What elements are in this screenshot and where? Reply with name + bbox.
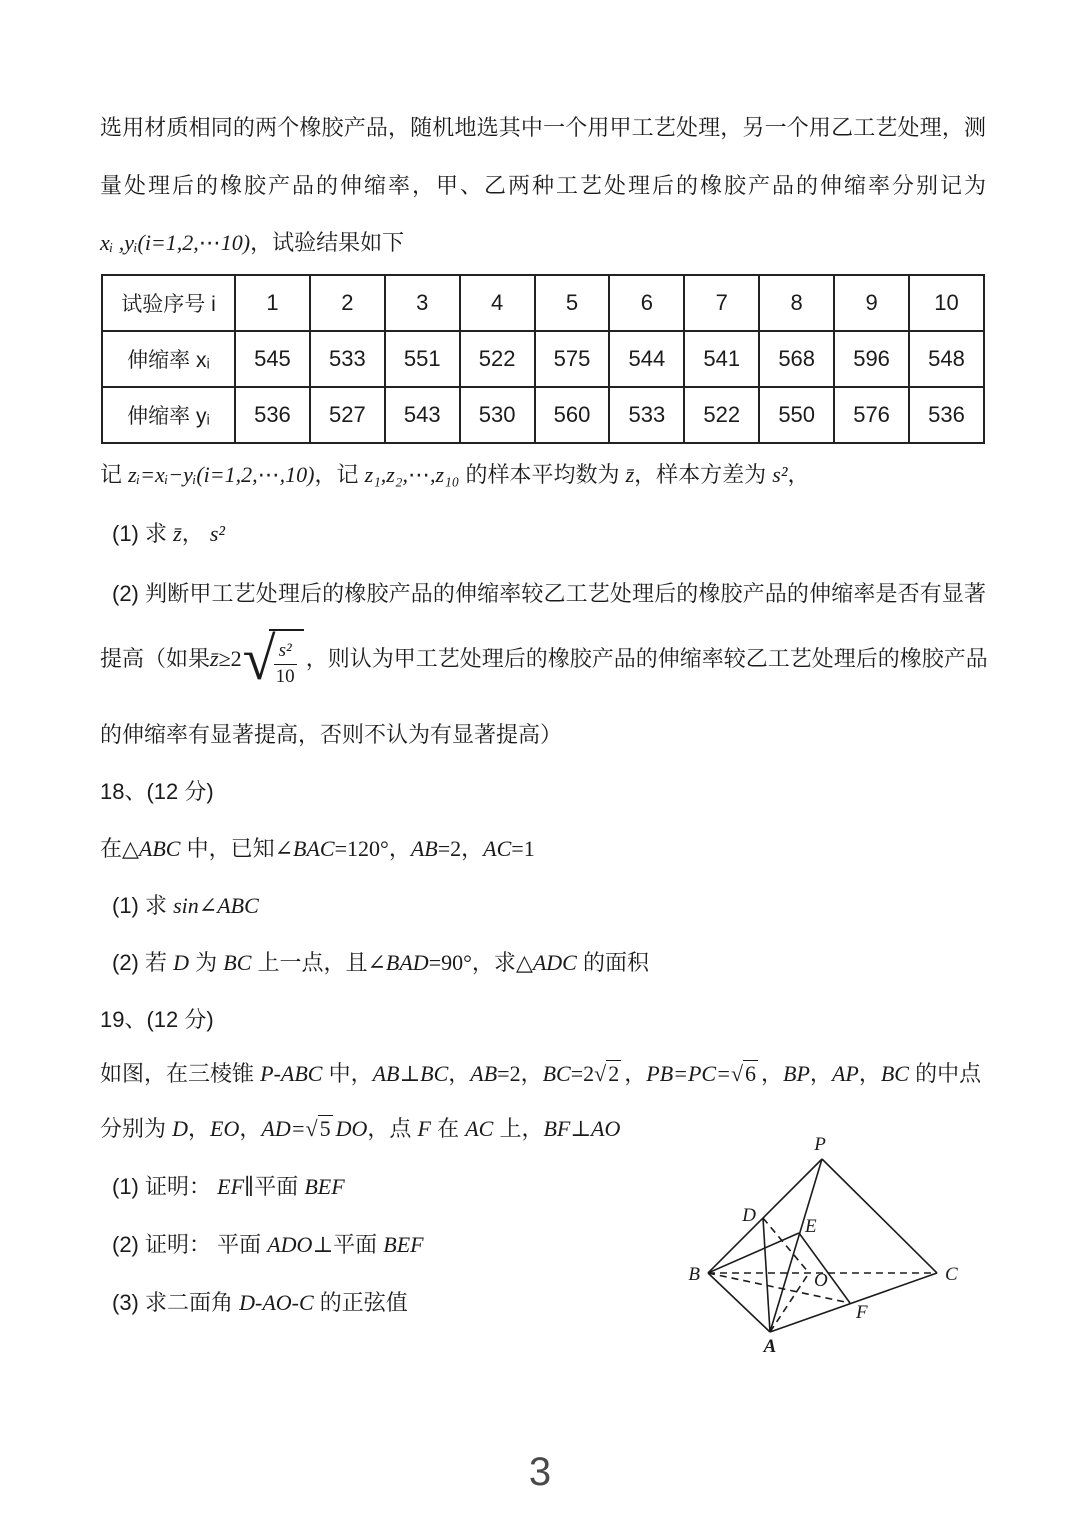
table-cell: 545 <box>235 331 310 387</box>
page-number: 3 <box>528 1450 552 1494</box>
q18-given-line: 在△ABC 中，已知∠BAC=120°，AB=2，AC=1 <box>100 836 535 861</box>
experiment-table <box>101 274 985 444</box>
table-cell: 8 <box>759 275 834 331</box>
radical-expression: √ 6 <box>731 1061 758 1086</box>
table-cell: 533 <box>310 331 385 387</box>
radical-sign-icon <box>731 1061 743 1086</box>
table-cell: 527 <box>310 387 385 443</box>
table-cell: 9 <box>834 275 909 331</box>
table-cell: 541 <box>684 331 759 387</box>
table-cell: 伸缩率 yᵢ <box>102 387 235 443</box>
formula-prefix: 提高（如果 <box>100 646 211 671</box>
edge-PC <box>822 1159 937 1273</box>
table-row <box>102 331 984 387</box>
table-cell: 576 <box>834 387 909 443</box>
table-cell: 522 <box>684 387 759 443</box>
table-cell: 560 <box>535 387 610 443</box>
radical-sign-icon <box>594 1061 606 1086</box>
table-cell: 533 <box>609 387 684 443</box>
q17-part2-line-1: (2) 判断甲工艺处理后的橡胶产品的伸缩率较乙工艺处理后的橡胶产品的伸缩率是否有显著 <box>112 581 986 606</box>
table-cell: 10 <box>909 275 984 331</box>
vertex-label-C: C <box>945 1264 958 1285</box>
table-cell: 530 <box>460 387 535 443</box>
radical-expression: √ 5 <box>306 1116 333 1141</box>
table-cell: 543 <box>385 387 460 443</box>
vertex-label-A: A <box>763 1336 777 1357</box>
vertex-label-O: O <box>814 1270 828 1291</box>
tetrahedron-figure <box>658 1128 980 1368</box>
vertex-label-F: F <box>856 1302 868 1323</box>
table-cell: 568 <box>759 331 834 387</box>
formula-suffix: ，则认为甲工艺处理后的橡胶产品的伸缩率较乙工艺处理后的橡胶产品 <box>305 646 988 671</box>
q19-part3-line: (3) 求二面角 D-AO-C 的正弦值 <box>112 1290 408 1315</box>
table-cell: 536 <box>235 387 310 443</box>
q17-paragraph-line-3: xᵢ ,yᵢ(i=1,2,⋯10)，试验结果如下 <box>100 230 405 255</box>
table-cell: 3 <box>385 275 460 331</box>
q17-paragraph-line-2: 量处理后的橡胶产品的伸缩率，甲、乙两种工艺处理后的橡胶产品的伸缩率分别记为 <box>100 173 986 198</box>
q18-part2-line: (2) 若 D 为 BC 上一点，且∠BAD=90°，求△ADC 的面积 <box>112 950 649 975</box>
q17-z-definition-line: 记 zᵢ=xᵢ−yᵢ(i=1,2,⋯,10)，记 z₁,z₂,⋯,z₁₀ 的样本平均数为 z̄，样本方差为 s²， <box>100 462 810 487</box>
radical-expression: √ 2 <box>594 1061 621 1086</box>
q19-title: 19、(12 分) <box>100 1007 214 1032</box>
table-cell: 551 <box>385 331 460 387</box>
table-cell: 544 <box>609 331 684 387</box>
q19-given-line-2: 分别为 D，EO，AD= √ 5 DO，点 F 在 AC 上，BF⊥AO <box>100 1113 986 1147</box>
table-cell: 7 <box>684 275 759 331</box>
table-cell: 596 <box>834 331 909 387</box>
vertex-label-P: P <box>814 1134 826 1155</box>
vertex-label-D: D <box>742 1205 756 1226</box>
table-cell: 2 <box>310 275 385 331</box>
fraction <box>274 640 297 689</box>
q17-part1-line: (1) 求 z̄， s² <box>112 521 225 546</box>
radical-expression <box>243 629 304 689</box>
table-cell: 1 <box>235 275 310 331</box>
edge-BE <box>708 1233 799 1273</box>
table-cell: 6 <box>609 275 684 331</box>
edge-BF <box>708 1273 850 1303</box>
q17-formula-line <box>100 627 986 691</box>
z-bar-symbol: z̄ <box>210 646 219 671</box>
edge-DA <box>763 1218 770 1332</box>
table-cell: 4 <box>460 275 535 331</box>
edge-AO <box>770 1273 809 1332</box>
table-cell: 5 <box>535 275 610 331</box>
fraction-denominator: 10 <box>275 666 295 687</box>
q19-part1-line: (1) 证明： EF∥平面 BEF <box>112 1174 345 1199</box>
table-cell: 548 <box>909 331 984 387</box>
edge-EF <box>799 1233 850 1303</box>
edge-BA <box>708 1273 770 1332</box>
table-row <box>102 387 984 443</box>
table-cell: 522 <box>460 331 535 387</box>
q18-title: 18、(12 分) <box>100 779 214 804</box>
q19-part2-line: (2) 证明： 平面 ADO⊥平面 BEF <box>112 1232 424 1257</box>
geq-symbol: ≥ <box>218 646 231 671</box>
radical-sign-icon <box>306 1116 318 1141</box>
table-cell: 575 <box>535 331 610 387</box>
table-cell: 536 <box>909 387 984 443</box>
radical-coefficient: 2 <box>230 646 242 671</box>
table-cell: 伸缩率 xᵢ <box>102 331 235 387</box>
table-cell: 试验序号 i <box>102 275 235 331</box>
q18-part1-line: (1) 求 sin∠ABC <box>112 893 259 918</box>
table-cell: 550 <box>759 387 834 443</box>
edge-AC <box>770 1273 937 1332</box>
q19-given-line-1: 如图，在三棱锥 P-ABC 中，AB⊥BC，AB=2，BC=2 √ 2 ，PB=PC= √ 6 ，BP，AP，BC 的中点 <box>100 1058 986 1092</box>
q17-part2-line-3: 的伸缩率有显著提高，否则不认为有显著提高） <box>100 722 563 747</box>
vertex-label-E: E <box>805 1216 817 1237</box>
table-row <box>102 275 984 331</box>
vertex-label-B: B <box>688 1264 700 1285</box>
q17-paragraph-line-1: 选用材质相同的两个橡胶产品，随机地选其中一个用甲工艺处理，另一个用乙工艺处理，测 <box>100 115 986 140</box>
fraction-numerator: s² <box>274 640 297 665</box>
